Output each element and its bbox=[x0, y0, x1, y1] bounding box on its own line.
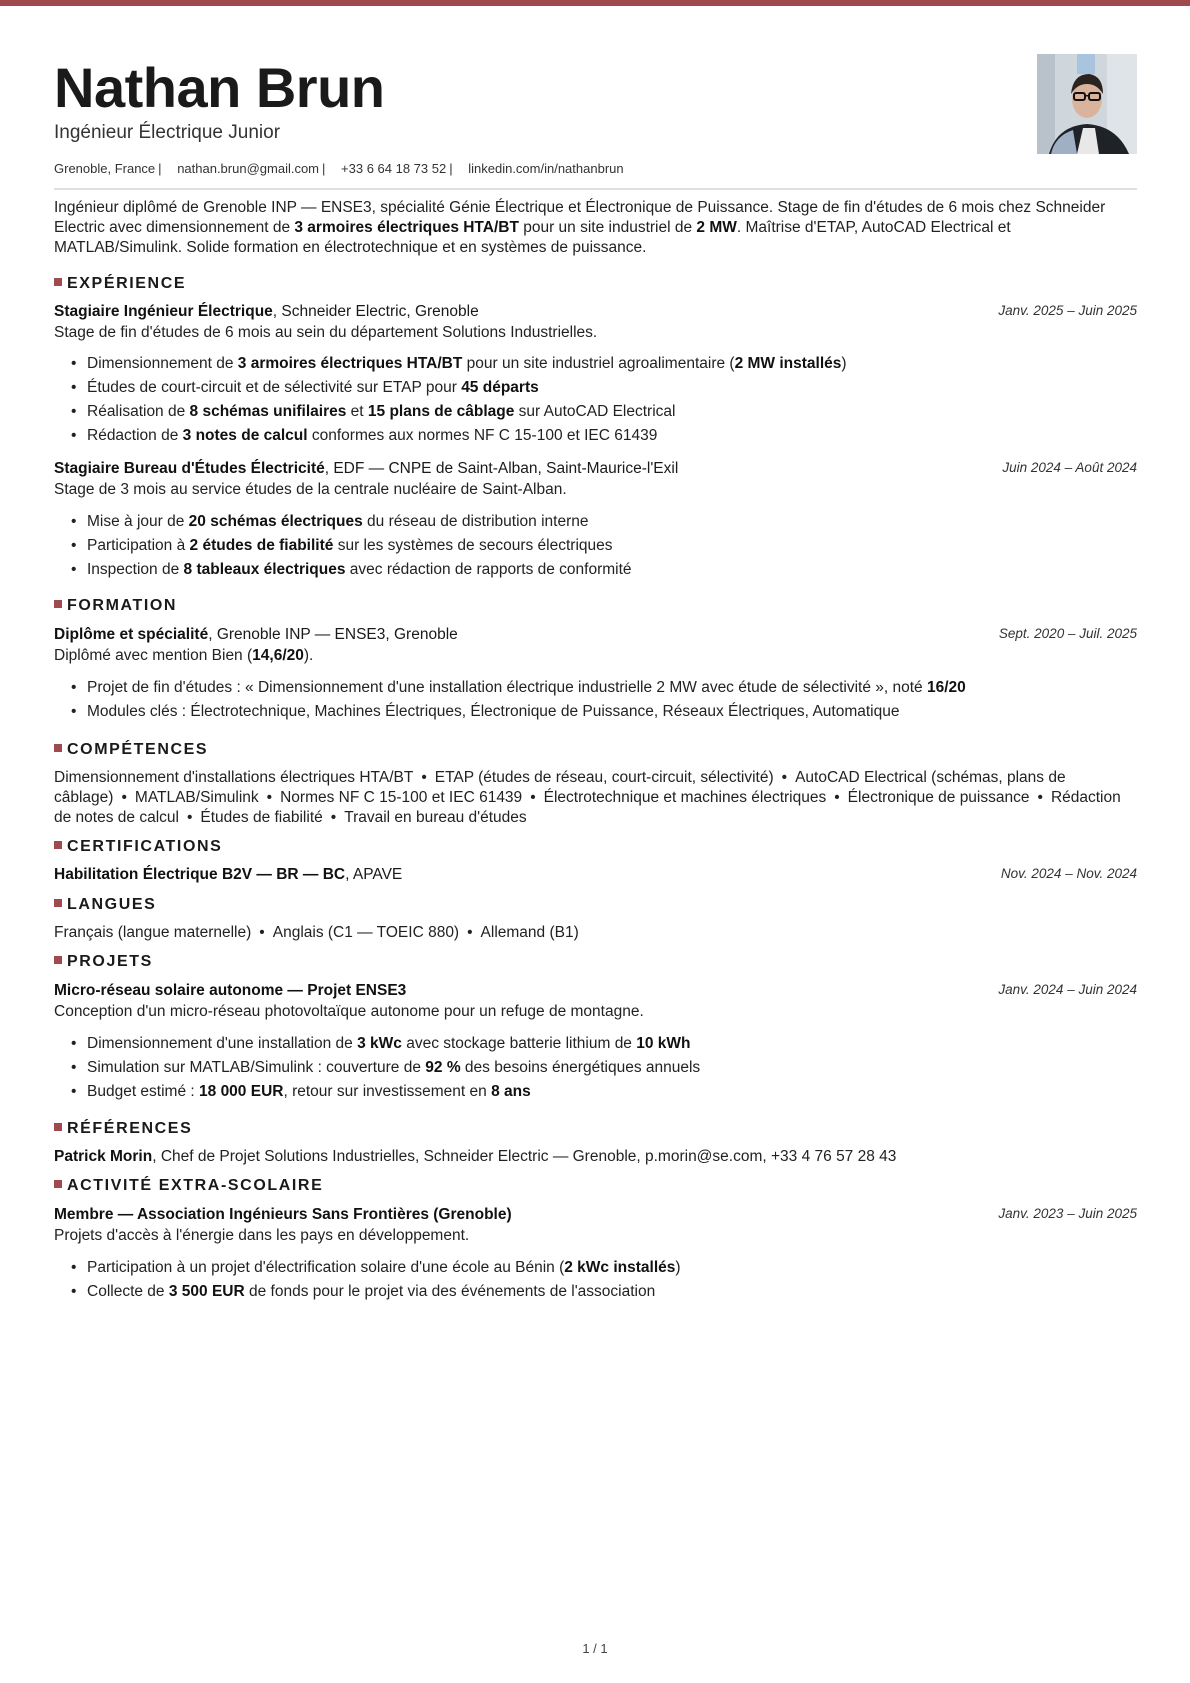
experience-entry-header bbox=[54, 303, 1137, 321]
extra-title: Membre — Association Ingénieurs Sans Frontières (Grenoble) bbox=[54, 1206, 512, 1223]
section-heading-projets bbox=[54, 953, 153, 971]
job-role: Stagiaire Bureau d'Études Électricité bbox=[54, 460, 325, 477]
skill-item: Travail en bureau d'études bbox=[344, 809, 527, 826]
skill-item: Électrotechnique et machines électriques bbox=[543, 789, 827, 806]
section-marker-icon bbox=[54, 278, 62, 286]
project-bullets bbox=[54, 1032, 700, 1104]
education-bullets bbox=[54, 676, 966, 724]
job-bullets bbox=[54, 510, 632, 582]
section-marker-icon bbox=[54, 1123, 62, 1131]
section-title: LANGUES bbox=[67, 896, 157, 913]
reference-entry bbox=[54, 1148, 896, 1166]
job-description: Stage de fin d'études de 6 mois au sein du département Solutions Industrielles. bbox=[54, 324, 598, 341]
contact-line bbox=[54, 161, 624, 176]
job-org: , Schneider Electric, Grenoble bbox=[272, 303, 479, 320]
skill-item: Dimensionnement d'installations électriques HTA/BT bbox=[54, 769, 414, 786]
contact-email[interactable]: nathan.brun@gmail.com bbox=[177, 161, 320, 176]
section-heading-references bbox=[54, 1120, 192, 1138]
bullet-item: • Dimensionnement d'une installation de 3 kWc avec stockage batterie lithium de 10 kWh bbox=[87, 1032, 700, 1056]
summary-text: Ingénieur diplômé de Grenoble INP — ENSE3, spécialité Génie Électrique et Électronique de Puissance. Stage de fin d'études de 6 mois chez Schneider Electric avec dimensionnement de bbox=[54, 199, 1106, 236]
accent-top-bar bbox=[0, 0, 1190, 6]
section-heading-certifications bbox=[54, 838, 222, 856]
education-date: Sept. 2020 – Juil. 2025 bbox=[998, 626, 1137, 641]
candidate-name: Nathan Brun bbox=[54, 56, 385, 119]
summary-highlight: 3 armoires électriques HTA/BT bbox=[294, 219, 519, 236]
section-heading-extra bbox=[54, 1177, 323, 1195]
certification-issuer: , APAVE bbox=[345, 866, 403, 883]
skill-item: AutoCAD Electrical (schémas, plans de câblage) bbox=[54, 769, 1066, 806]
languages-list: Français (langue maternelle) • Anglais (C1 — TOEIC 880) • Allemand (B1) bbox=[54, 924, 579, 941]
section-title: ACTIVITÉ EXTRA-SCOLAIRE bbox=[67, 1177, 324, 1194]
project-description: Conception d'un micro-réseau photovoltaïque autonome pour un refuge de montagne. bbox=[54, 1003, 644, 1020]
separator: | bbox=[158, 161, 162, 176]
bullet-item: • Inspection de 8 tableaux électriques avec rédaction de rapports de conformité bbox=[87, 558, 632, 582]
section-heading-competences bbox=[54, 741, 208, 759]
reference-name: Patrick Morin bbox=[54, 1148, 153, 1165]
skill-item: Études de fiabilité bbox=[200, 809, 323, 826]
project-name: Micro-réseau solaire autonome — Projet ENSE3 bbox=[54, 982, 407, 999]
job-role: Stagiaire Ingénieur Électrique bbox=[54, 303, 273, 320]
experience-entry-header bbox=[54, 460, 1137, 478]
job-org: , EDF — CNPE de Saint-Alban, Saint-Maurice-l'Exil bbox=[324, 460, 679, 477]
bullet-item: • Rédaction de 3 notes de calcul conformes aux normes NF C 15-100 et IEC 61439 bbox=[87, 424, 847, 448]
summary-highlight: 2 MW bbox=[696, 219, 737, 236]
separator: | bbox=[322, 161, 326, 176]
extra-description: Projets d'accès à l'énergie dans les pays en développement. bbox=[54, 1227, 470, 1244]
bullet-item: • Réalisation de 8 schémas unifilaires et 15 plans de câblage sur AutoCAD Electrical bbox=[87, 400, 847, 424]
job-bullets bbox=[54, 352, 847, 448]
section-title: EXPÉRIENCE bbox=[67, 275, 187, 292]
section-marker-icon bbox=[54, 744, 62, 752]
extra-entry-header bbox=[54, 1206, 1137, 1224]
section-marker-icon bbox=[54, 600, 62, 608]
contact-linkedin[interactable]: linkedin.com/in/nathanbrun bbox=[468, 161, 624, 176]
profile-summary bbox=[54, 198, 1137, 258]
profile-photo bbox=[1037, 54, 1137, 154]
section-marker-icon bbox=[54, 841, 62, 849]
education-entry-header bbox=[54, 626, 1137, 644]
section-marker-icon bbox=[54, 956, 62, 964]
job-date: Juin 2024 – Août 2024 bbox=[1002, 460, 1137, 475]
section-marker-icon bbox=[54, 899, 62, 907]
skills-list: Dimensionnement d'installations électriques HTA/BT • ETAP (études de réseau, court-circuit, sélectivité) • AutoCAD Electrical (schémas, plans de câblage) • MATLAB/Simulink • Normes NF C 15-100 et IEC 61439 • Électrotechnique et machines électriques • Électronique de puissance • Rédaction de notes de calcul • Études de fiabilité • Travail en bureau d'études bbox=[54, 769, 1121, 826]
education-description: Diplômé avec mention Bien (14,6/20). bbox=[54, 647, 314, 664]
extra-bullets bbox=[54, 1256, 681, 1304]
skill-item: Rédaction de notes de calcul bbox=[54, 789, 1121, 826]
bullet-item: • Mise à jour de 20 schémas électriques du réseau de distribution interne bbox=[87, 510, 632, 534]
job-description: Stage de 3 mois au service études de la centrale nucléaire de Saint-Alban. bbox=[54, 481, 567, 498]
degree: Diplôme et spécialité bbox=[54, 626, 209, 643]
bullet-item: • Participation à 2 études de fiabilité sur les systèmes de secours électriques bbox=[87, 534, 632, 558]
reference-details: , Chef de Projet Solutions Industrielles, Schneider Electric — Grenoble, p.morin@se.com, +33 4 76 57 28 43 bbox=[152, 1148, 897, 1165]
skill-item: Normes NF C 15-100 et IEC 61439 bbox=[280, 789, 523, 806]
language-item: Anglais (C1 — TOEIC 880) bbox=[272, 924, 460, 941]
job-date: Janv. 2025 – Juin 2025 bbox=[998, 303, 1137, 318]
certification-name: Habilitation Électrique B2V — BR — BC bbox=[54, 866, 346, 883]
bullet-item: • Collecte de 3 500 EUR de fonds pour le projet via des événements de l'association bbox=[87, 1280, 681, 1304]
skill-item: ETAP (études de réseau, court-circuit, sélectivité) bbox=[434, 769, 774, 786]
section-heading-langues bbox=[54, 896, 156, 914]
project-date: Janv. 2024 – Juin 2024 bbox=[998, 982, 1137, 997]
bullet-item: • Participation à un projet d'électrification solaire d'une école au Bénin (2 kWc installés) bbox=[87, 1256, 681, 1280]
header-divider bbox=[54, 188, 1137, 190]
section-title: RÉFÉRENCES bbox=[67, 1120, 193, 1137]
summary-text: . Maîtrise d'ETAP, AutoCAD Electrical et MATLAB/Simulink. Solide formation en électrotechnique et en systèmes de puissance. bbox=[54, 219, 1011, 256]
certification-entry bbox=[54, 866, 1137, 884]
extra-date: Janv. 2023 – Juin 2025 bbox=[998, 1206, 1137, 1221]
bullet-item: • Études de court-circuit et de sélectivité sur ETAP pour 45 départs bbox=[87, 376, 847, 400]
bullet-item: • Modules clés : Électrotechnique, Machines Électriques, Électronique de Puissance, Réseaux Électriques, Automatique bbox=[87, 700, 966, 724]
section-marker-icon bbox=[54, 1180, 62, 1188]
project-entry-header bbox=[54, 982, 1137, 1000]
section-title: CERTIFICATIONS bbox=[67, 838, 223, 855]
section-title: PROJETS bbox=[67, 953, 153, 970]
skill-item: MATLAB/Simulink bbox=[134, 789, 259, 806]
contact-phone[interactable]: +33 6 64 18 73 52 bbox=[341, 161, 447, 176]
section-title: COMPÉTENCES bbox=[67, 741, 209, 758]
language-item: Allemand (B1) bbox=[480, 924, 579, 941]
page-number: 1 / 1 bbox=[582, 1641, 608, 1656]
skill-item: Électronique de puissance bbox=[847, 789, 1030, 806]
section-heading-experience bbox=[54, 275, 186, 293]
school: , Grenoble INP — ENSE3, Grenoble bbox=[208, 626, 458, 643]
section-heading-formation bbox=[54, 597, 177, 615]
section-title: FORMATION bbox=[67, 597, 178, 614]
bullet-item: • Dimensionnement de 3 armoires électriques HTA/BT pour un site industriel agroalimentaire (2 MW installés) bbox=[87, 352, 847, 376]
language-item: Français (langue maternelle) bbox=[54, 924, 252, 941]
candidate-title: Ingénieur Électrique Junior bbox=[54, 122, 281, 143]
bullet-item: • Budget estimé : 18 000 EUR, retour sur investissement en 8 ans bbox=[87, 1080, 700, 1104]
bullet-item: • Projet de fin d'études : « Dimensionnement d'une installation électrique industrielle 2 MW avec étude de sélectivité », noté 16/20 bbox=[87, 676, 966, 700]
bullet-item: • Simulation sur MATLAB/Simulink : couverture de 92 % des besoins énergétiques annuels bbox=[87, 1056, 700, 1080]
person-photo-icon bbox=[1037, 54, 1137, 154]
separator: | bbox=[449, 161, 453, 176]
summary-text: pour un site industriel de bbox=[518, 219, 697, 236]
certification-date: Nov. 2024 – Nov. 2024 bbox=[1000, 866, 1137, 881]
contact-location: Grenoble, France bbox=[54, 161, 156, 176]
